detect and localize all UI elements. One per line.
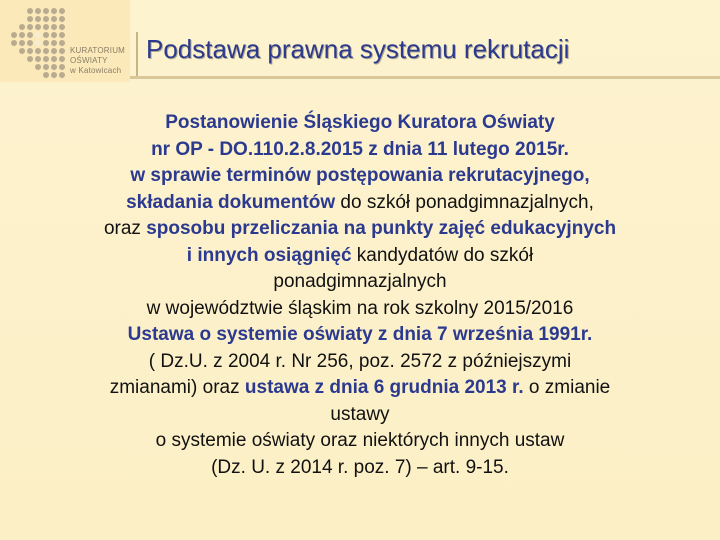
logo-line-1: KURATORIUM	[70, 46, 126, 55]
body-line-11	[20, 375, 700, 402]
body-line-3: w sprawie terminów postępowania rekrutacyjnego,	[130, 165, 590, 186]
logo-line-3: w Katowicach	[70, 66, 122, 75]
logo-block	[0, 0, 130, 82]
body-line-10: ( Dz.U. z 2004 r. Nr 256, poz. 2572 z późniejszymi	[148, 350, 572, 372]
body-line-4-bold: składania dokumentów	[126, 191, 336, 213]
body-line-1: Postanowienie Śląskiego Kuratora Oświaty	[165, 112, 555, 133]
body-line-9: Ustawa o systemie oświaty z dnia 7 września 1991r.	[127, 324, 593, 345]
logo-line-2: OŚWIATY	[70, 56, 108, 65]
body-line-14: (Dz. U. z 2014 r. poz. 7) – art. 9-15.	[211, 456, 509, 478]
body-line-13: o systemie oświaty oraz niektórych innych ustaw	[155, 430, 565, 451]
logo-text	[70, 46, 132, 76]
body-line-6-bold: i innych osiągnięć	[186, 244, 352, 266]
body-line-7: ponadgimnazjalnych	[273, 271, 447, 292]
body-line-11-normal: zmianami) oraz	[109, 377, 245, 398]
title-divider	[136, 32, 138, 78]
slide-body	[20, 110, 700, 481]
body-line-2: nr OP - DO.110.2.8.2015 z dnia 11 lutego 2015r.	[151, 138, 569, 160]
body-line-5	[20, 216, 700, 243]
body-line-5-normal: oraz	[103, 218, 147, 239]
body-line-4-normal: do szkół ponadgimnazjalnych,	[335, 191, 594, 213]
slide-title: Podstawa prawna systemu rekrutacji	[146, 34, 570, 64]
body-line-11-bold: ustawa z dnia 6 grudnia 2013 r.	[244, 377, 524, 398]
title-underline	[130, 76, 720, 79]
body-line-6	[20, 243, 700, 270]
body-line-5-bold: sposobu przeliczania na punkty zajęć edukacyjnych	[146, 218, 617, 239]
body-line-11-tail: o zmianie	[523, 377, 611, 398]
body-line-12: ustawy	[330, 403, 390, 425]
body-line-6-normal: kandydatów do szkół	[351, 244, 534, 266]
body-line-4	[20, 190, 700, 217]
kuratorium-logo-icon	[8, 6, 66, 80]
body-line-8: w województwie śląskim na rok szkolny 2015/2016	[146, 297, 574, 319]
